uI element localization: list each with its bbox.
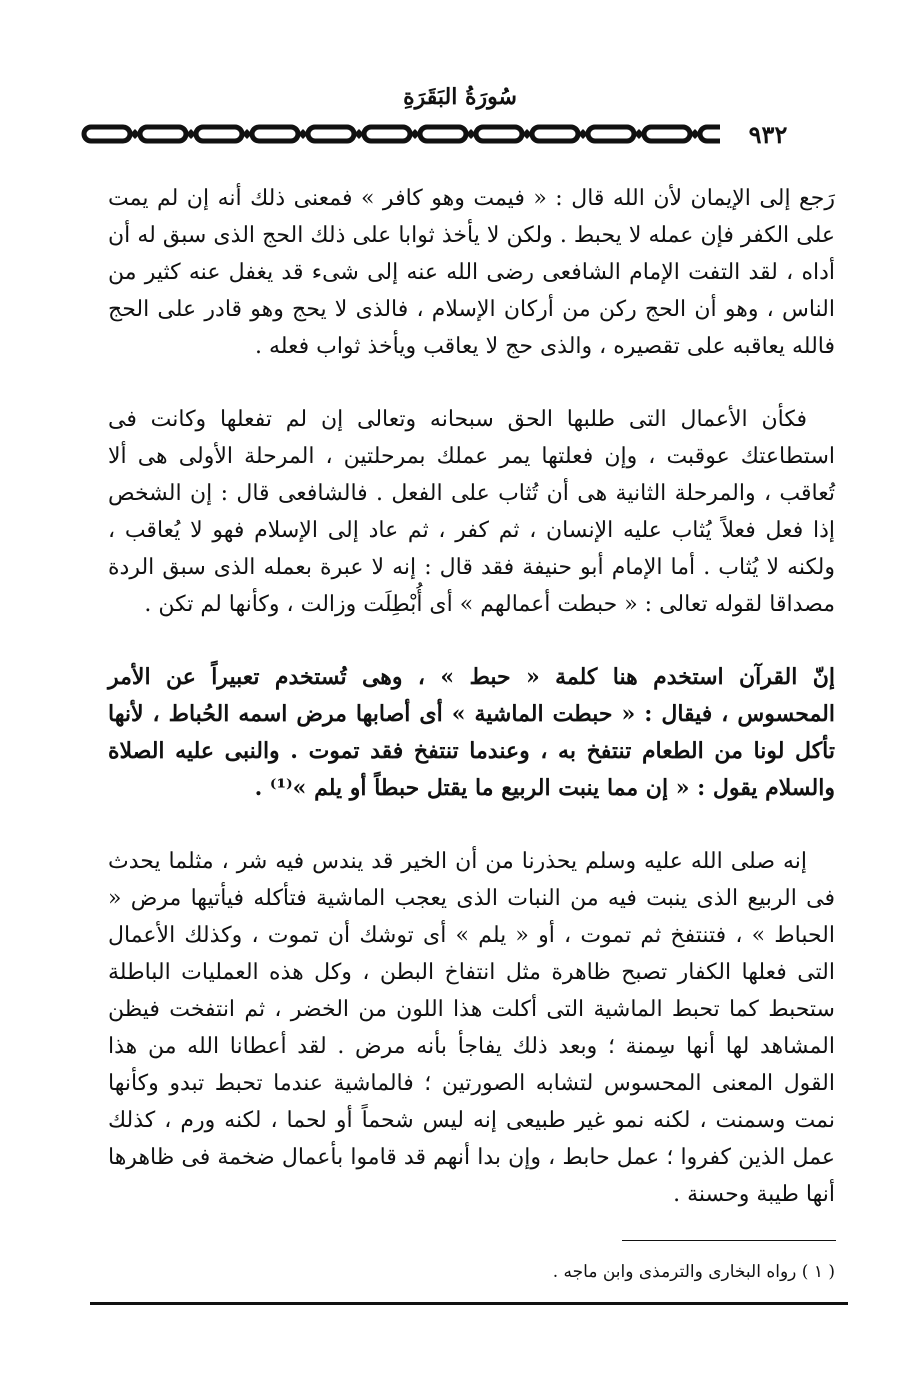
chain-link <box>252 127 298 141</box>
chain-link <box>532 127 578 141</box>
chain-link <box>196 127 242 141</box>
chain-link <box>308 127 354 141</box>
chain-link <box>644 127 690 141</box>
main-text <box>108 180 835 1213</box>
chain-link <box>420 127 466 141</box>
paragraph: إنه صلى الله عليه وسلم يحذرنا من أن الخير قد يندس فيه شر ، مثلما يحدث فى الربيع الذى ينبت فيه من النبات الذى يعجب الماشية فتأكله فيأتيها مرض « الحباط » ، فتنتفخ ثم تموت ، أو « يلم » أى توشك أن تموت ، وكذلك الأعمال التى فعلها الكفار تصبح ظاهرة مثل انتفاخ البطن ، وكل هذه العمليات الباطلة ستحبط كما تحبط الماشية التى أكلت هذا اللون من الخضر ، ثم انتفخت فيظن المشاهد لها أنها سِمنة ؛ وبعد ذلك يفاجأ بأنه مرض . لقد أعطانا الله من هذا القول المعنى المحسوس لتشابه الصورتين ؛ فالماشية عندما تحبط تبدو وكأنها نمت وسمنت ، لكنه نمو غير طبيعى إنه ليس شحماً أو لحما ، لكنه ورم ، كذلك عمل الذين كفروا ؛ عمل حابط ، وإن بدا أنهم قد قاموا بأعمال ضخمة فى ظاهرها أنها طيبة وحسنة . <box>108 849 836 1207</box>
footnote-divider <box>622 1240 836 1241</box>
paragraph: رَجع إلى الإيمان لأن الله قال : « فيمت وهو كافر » فمعنى ذلك أنه إن لم يمت على الكفر فإن عمله لا يحبط . ولكن لا يأخذ ثوابا على ذلك الحج الذى سبق له أن أداه ، لقد التفت الإمام الشافعى رضى الله عنه إلى شىء قد يغفل عنه كثير من الناس ، وهو أن الحج ركن من أركان الإسلام ، فالذى لا يحج وهو قادر على الحج فالله يعاقبه على تقصيره ، والذى حج لا يعاقب ويأخذ ثواب فعله . <box>108 186 835 359</box>
chain-link <box>364 127 410 141</box>
page-number: ٩٣٢ <box>720 120 816 149</box>
chain-link <box>84 127 130 141</box>
chain-link <box>588 127 634 141</box>
chain-link <box>476 127 522 141</box>
footnote: ( ١ ) رواه البخارى والترمذى وابن ماجه . <box>552 1262 835 1282</box>
page-header <box>80 118 850 152</box>
surah-title: سُورَةُ البَقَرَةِ <box>403 84 517 110</box>
paragraph: فكأن الأعمال التى طلبها الحق سبحانه وتعالى إن لم تفعلها وكانت فى استطاعتك عوقبت ، وإن فعلتها يمر عملك بمرحلتين ، المرحلة الأولى هى ألا تُعاقب ، والمرحلة الثانية هى أن تُثاب على الفعل . فالشافعى قال : إن الشخص إذا فعل فعلاً يُثاب عليه الإنسان ، ثم كفر ، ثم عاد إلى الإسلام فهو لا يُعاقب ، ولكنه لا يُثاب . أما الإمام أبو حنيفة فقد قال : إنه لا عبرة بعمله الذى سبق الردة مصداقا لقوله تعالى : « حبطت أعمالهم » أى أُبْطِلَت وزالت ، وكأنها لم تكن . <box>108 407 835 617</box>
paragraph: إنّ القرآن استخدم هنا كلمة « حبط » ، وهى تُستخدم تعبيراً عن الأمر المحسوس ، فيقال : « حبطت الماشية » أى أصابها مرض اسمه الحُباط ، لأنها تأكل لونا من الطعام تنتفخ به ، وعندما تنتفخ فقد تموت . والنبى عليه الصلاة والسلام يقول : « إن مما ينبت الربيع ما يقتل حبطاً أو يلم »⁽¹⁾ . <box>108 664 835 801</box>
chain-link <box>140 127 186 141</box>
bottom-rule <box>90 1302 848 1305</box>
